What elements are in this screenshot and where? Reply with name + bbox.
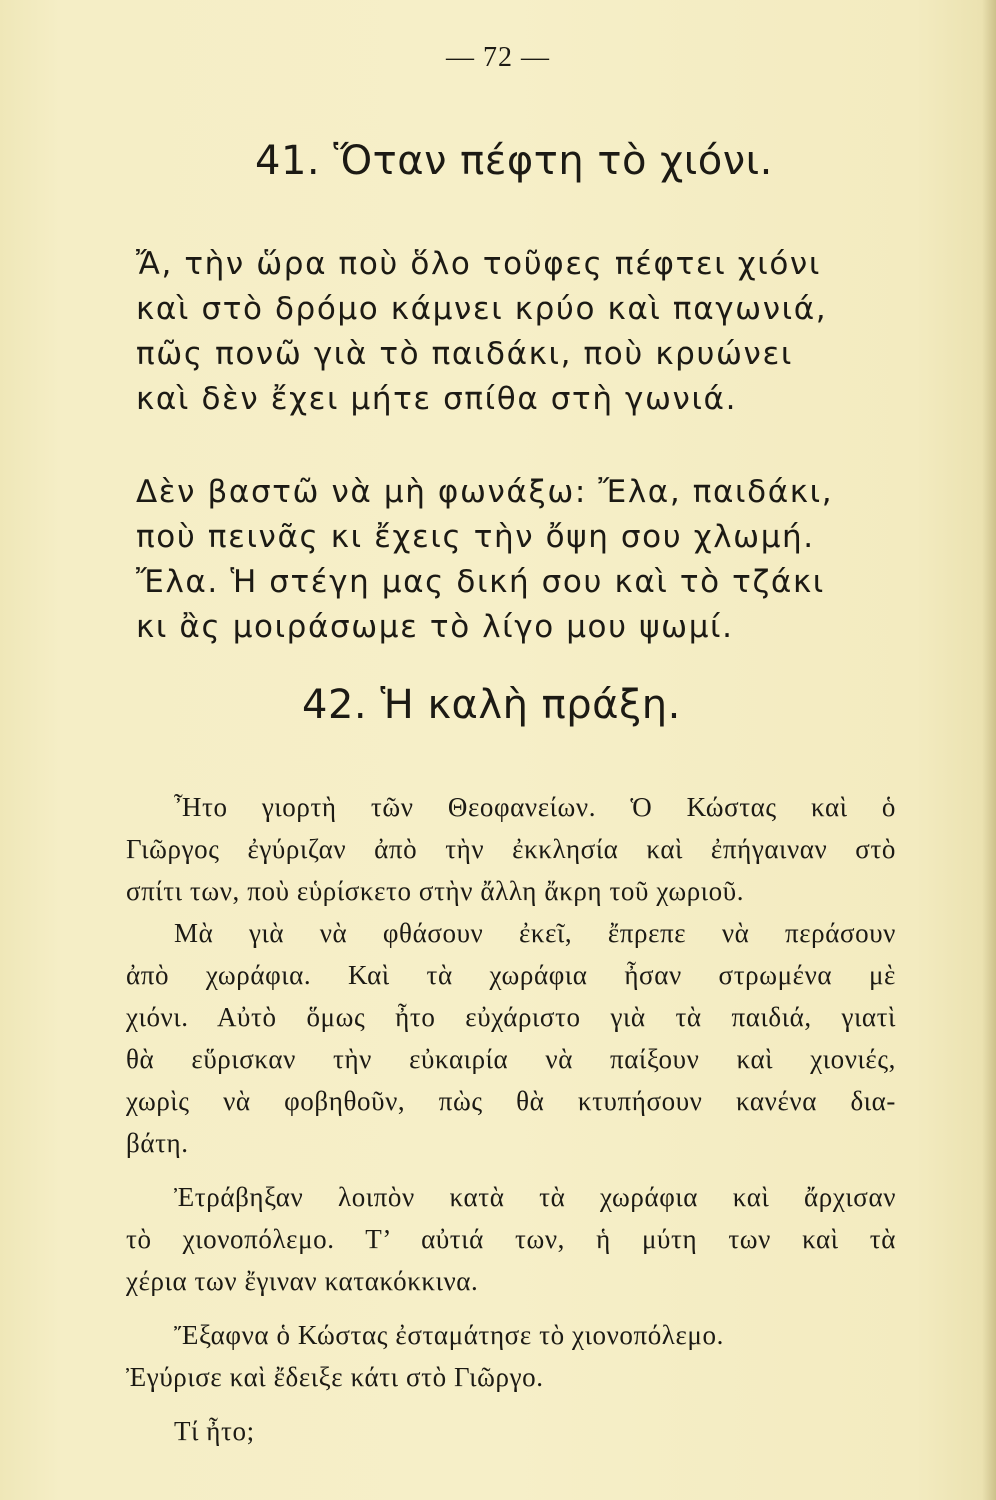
story-line: Ἔξαφνα ὁ Κώστας ἐσταμάτησε τὸ χιονοπόλεμο. bbox=[174, 1320, 724, 1350]
story-line: ἀπὸ χωράφια. Καὶ τὰ χωράφια ἦσαν στρωμένα μὲ bbox=[126, 960, 896, 990]
story-line: χωρὶς νὰ φοβηθοῦν, πὼς θὰ κτυπήσουν κανένα δια- bbox=[126, 1086, 896, 1116]
story-line: Μὰ γιὰ νὰ φθάσουν ἐκεῖ, ἔπρεπε νὰ περάσουν bbox=[174, 918, 896, 948]
story-line: Γιῶργος ἐγύριζαν ἀπὸ τὴν ἐκκλησία καὶ ἐπήγαιναν στὸ bbox=[126, 834, 896, 864]
story-line: Ἐγύρισε καὶ ἔδειξε κάτι στὸ Γιῶργο. bbox=[126, 1362, 544, 1392]
poem-line: καὶ στὸ δρόμο κάμνει κρύο καὶ παγωνιά, bbox=[136, 291, 828, 327]
story-line: τὸ χιονοπόλεμο. Τ’ αὐτιά των, ἡ μύτη των καὶ τὰ bbox=[126, 1224, 896, 1254]
poem-line: Ἄ, τὴν ὥρα ποὺ ὅλο τοῦφες πέφτει χιόνι bbox=[136, 246, 821, 282]
poem-line: καὶ δὲν ἔχει μήτε σπίθα στὴ γωνιά. bbox=[136, 381, 738, 417]
story-title: 42. Ἡ καλὴ πράξη. bbox=[302, 682, 681, 728]
story-line: Ἐτράβηξαν λοιπὸν κατὰ τὰ χωράφια καὶ ἄρχισαν bbox=[174, 1182, 896, 1212]
poem-line: ποὺ πεινᾶς κι ἔχεις τὴν ὄψη σου χλωμή. bbox=[136, 519, 815, 555]
poem-line: κι ἂς μοιράσωμε τὸ λίγο μου ψωμί. bbox=[136, 609, 734, 645]
story-line: σπίτι των, ποὺ εὑρίσκετο στὴν ἄλλη ἄκρη τοῦ χωριοῦ. bbox=[126, 876, 745, 906]
story-body bbox=[126, 786, 896, 1452]
story-line: χιόνι. Αὐτὸ ὅμως ἦτο εὐχάριστο γιὰ τὰ παιδιά, γιατὶ bbox=[126, 1002, 896, 1032]
story-line: θὰ εὕρισκαν τὴν εὐκαιρία νὰ παίξουν καὶ χιονιές, bbox=[126, 1044, 896, 1074]
poem-stanza-1 bbox=[136, 242, 926, 422]
page-number: — 72 — bbox=[446, 42, 550, 73]
poem-line: πῶς πονῶ γιὰ τὸ παιδάκι, ποὺ κρυώνει bbox=[136, 336, 793, 372]
story-line: βάτη. bbox=[126, 1128, 189, 1158]
poem-line: Δὲν βαστῶ νὰ μὴ φωνάξω: Ἔλα, παιδάκι, bbox=[136, 474, 834, 510]
page-edge-shadow bbox=[982, 0, 996, 1500]
poem-stanza-2 bbox=[136, 470, 926, 650]
story-line: χέρια των ἔγιναν κατακόκκινα. bbox=[126, 1266, 479, 1296]
story-line: Ἦτο γιορτὴ τῶν Θεοφανείων. Ὁ Κώστας καὶ ὁ bbox=[174, 792, 896, 822]
poem-line: Ἔλα. Ἡ στέγη μας δική σου καὶ τὸ τζάκι bbox=[136, 564, 825, 600]
story-line: Τί ἦτο; bbox=[174, 1416, 255, 1446]
poem-title: 41. Ὅταν πέφτη τὸ χιόνι. bbox=[255, 138, 773, 184]
